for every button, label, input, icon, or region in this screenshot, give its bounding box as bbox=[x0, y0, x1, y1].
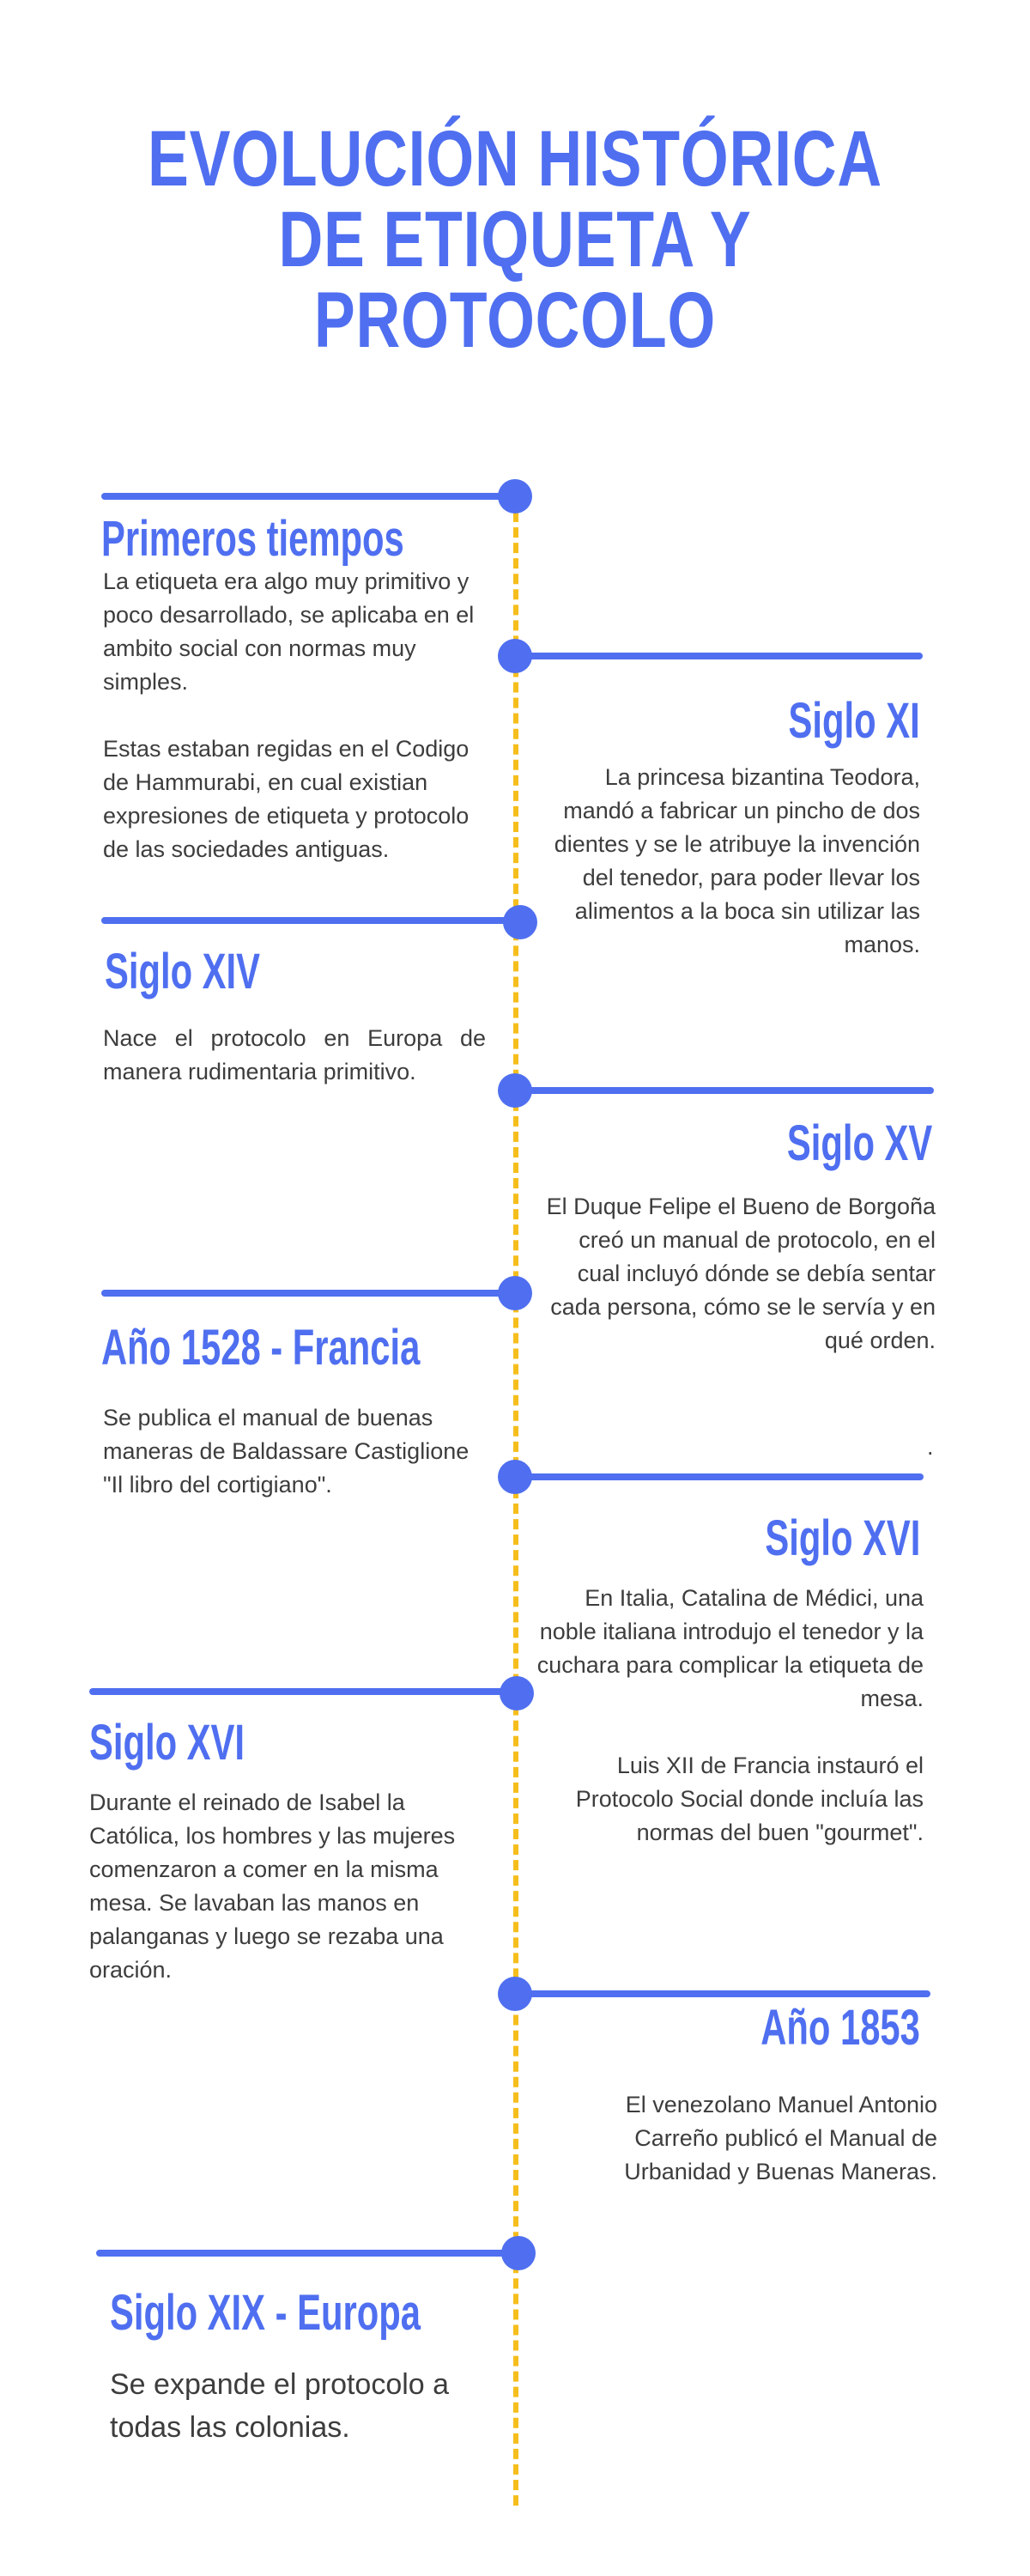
timeline-connector bbox=[101, 917, 520, 924]
timeline-marker bbox=[498, 1977, 532, 2011]
timeline-connector bbox=[515, 1087, 934, 1094]
event-text: El Duque Felipe el Bueno de Borgoña creó un manual de protocolo, en el cual incluyó dónde se debía sentar cada persona, cómo se le servía y en qué orden. bbox=[546, 1194, 936, 1353]
timeline-marker bbox=[498, 1460, 532, 1494]
timeline-marker bbox=[498, 1073, 532, 1108]
timeline-marker bbox=[501, 2236, 536, 2270]
timeline-axis bbox=[513, 496, 518, 2506]
event-text: En Italia, Catalina de Médici, una noble italiana introdujo el tenedor y la cuchara para complicar la etiqueta de mesa. Luis XII de Francia instauró el Protocolo Social donde incluía las normas del buen "gourmet". bbox=[536, 1585, 924, 1845]
event-text: La etiqueta era algo muy primitivo y poco desarrollado, se aplicaba en el ambito social con normas muy simples. Estas estaban regidas en el Codigo de Hammurabi, en cual existian expresiones de etiqueta y protocolo de las sociedades antiguas. bbox=[103, 568, 475, 862]
timeline-connector bbox=[515, 1473, 924, 1480]
title-line-3: PROTOCOLO bbox=[313, 276, 717, 364]
event-heading: Siglo XI bbox=[788, 693, 920, 749]
timeline-connector bbox=[515, 653, 923, 659]
event-heading: Siglo XV bbox=[786, 1115, 932, 1171]
event-text: Nace el protocolo en Europa de manera rudimentaria primitivo. bbox=[103, 1025, 486, 1084]
timeline-marker bbox=[498, 639, 532, 673]
timeline-connector bbox=[101, 493, 515, 500]
event-heading: Siglo XIV bbox=[105, 944, 260, 999]
timeline-connector bbox=[96, 2250, 520, 2257]
event-text: Se publica el manual de buenas maneras de Baldassare Castiglione "Il libro del cortigiano". bbox=[103, 1405, 470, 1498]
event-heading: Año 1528 - Francia bbox=[101, 1320, 421, 1376]
page-title bbox=[113, 115, 917, 364]
title-line-2: DE ETIQUETA Y bbox=[278, 196, 752, 283]
event-heading: Siglo XIX - Europa bbox=[110, 2285, 421, 2341]
timeline-marker bbox=[498, 479, 532, 513]
timeline-connector bbox=[101, 1290, 515, 1297]
event-text: La princesa bizantina Teodora, mandó a fabricar un pincho de dos dientes y se le atribuye la invención del tenedor, para poder llevar los alimentos a la boca sin utilizar las manos. bbox=[554, 764, 920, 957]
timeline-connector bbox=[89, 1688, 517, 1695]
event-heading: Año 1853 bbox=[760, 2000, 920, 2056]
timeline-connector bbox=[515, 1990, 930, 1997]
event-heading: Siglo XVI bbox=[89, 1715, 245, 1771]
timeline-marker bbox=[503, 905, 537, 939]
title-line-1: EVOLUCIÓN HISTÓRICA bbox=[147, 115, 883, 203]
timeline-marker bbox=[498, 1276, 532, 1310]
event-heading: Primeros tiempos bbox=[101, 511, 404, 567]
event-text: Se expande el protocolo a todas las colonias. bbox=[110, 2368, 450, 2444]
timeline-marker bbox=[500, 1676, 534, 1710]
event-text: El venezolano Manuel Antonio Carreño publicó el Manual de Urbanidad y Buenas Maneras. bbox=[624, 2092, 937, 2184]
event-heading: Siglo XVI bbox=[765, 1510, 920, 1566]
stray-mark: . bbox=[927, 1434, 934, 1460]
event-text: Durante el reinado de Isabel la Católica, los hombres y las mujeres comenzaron a comer en la misma mesa. Se lavaban las manos en palanganas y luego se rezaba una oración. bbox=[89, 1789, 456, 1983]
